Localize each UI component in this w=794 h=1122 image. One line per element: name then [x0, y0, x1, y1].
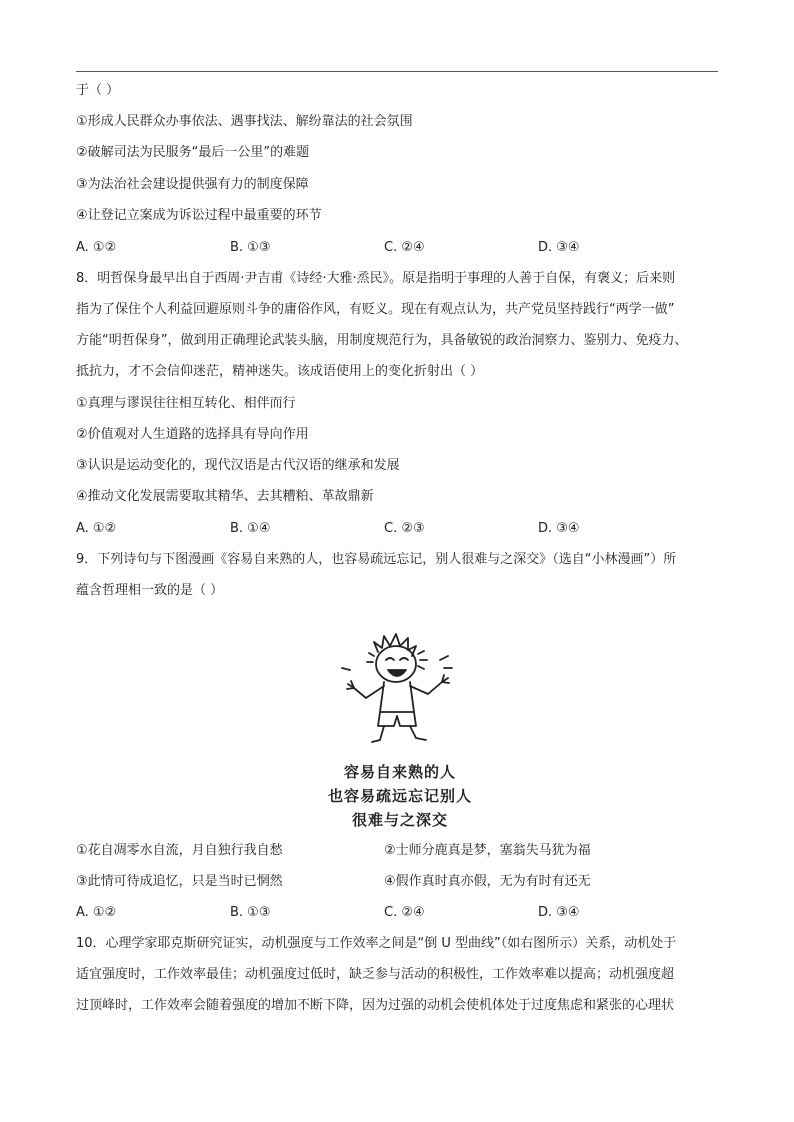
q10-stem-line-1: 10．心理学家耶克斯研究证实，动机强度与工作效率之间是“倒 U 型曲线”（如右图所示）关系，动机处于 [76, 936, 677, 951]
q9-item-3: ③此情可待成追忆，只是当时已惘然 [76, 874, 283, 889]
q10-stem-line-3: 过顶峰时，工作效率会随着强度的增加不断下降，因为过强的动机会使机体处于过度焦虑和紧张的心理状 [76, 998, 675, 1013]
q9-item-2: ②士师分鹿真是梦，塞翁失马犹为福 [384, 843, 591, 858]
q8-stem-line-2: 指为了保住个人利益回避原则斗争的庸俗作风，有贬义。现在有观点认为，共产党员坚持践行“两学一做” [76, 302, 675, 317]
q9-stem-line-2: 蕴含哲理相一致的是（ ） [76, 583, 224, 598]
q8-item-2: ②价值观对人生道路的选择具有导向作用 [76, 427, 309, 442]
q8-item-1: ①真理与谬误往往相互转化、相伴而行 [76, 396, 296, 411]
q9-option-d: D. ③④ [538, 905, 580, 920]
q7-option-a: A. ①② [76, 240, 117, 255]
q7-option-b: B. ①③ [230, 240, 271, 255]
q7-stem-end: 于（ ） [76, 83, 120, 98]
q9-item-4: ④假作真时真亦假，无为有时有还无 [384, 874, 591, 889]
q8-option-d: D. ③④ [538, 521, 580, 536]
q10-stem-line-2: 适宜强度时，工作效率最佳；动机强度过低时，缺乏参与活动的积极性，工作效率难以提高；动机强度超 [76, 967, 675, 982]
q9-option-b: B. ①③ [230, 905, 271, 920]
q7-item-2: ②破解司法为民服务“最后一公里”的难题 [76, 145, 310, 160]
q7-item-4: ④让登记立案成为诉讼过程中最重要的环节 [76, 208, 322, 223]
q8-stem-line-1: 8．明哲保身最早出自于西周·尹吉甫《诗经·大雅·烝民》。原是指明于事理的人善于自保，有褒义；后来则 [76, 271, 676, 286]
q8-option-a: A. ①② [76, 521, 117, 536]
cartoon-laughing-boy [330, 630, 470, 750]
q9-stem-line-1: 9．下列诗句与下图漫画《容易自来熟的人，也容易疏远忘记，别人很难与之深交》（选自“小林漫画”）所 [76, 552, 677, 567]
q7-option-c: C. ②④ [384, 240, 425, 255]
q9-option-c: C. ②④ [384, 905, 425, 920]
q8-item-4: ④推动文化发展需要取其精华、去其糟粕、革故鼎新 [76, 489, 374, 504]
q9-item-1: ①花自凋零水自流，月自独行我自愁 [76, 843, 283, 858]
q8-option-b: B. ①④ [230, 521, 271, 536]
q9-option-a: A. ①② [76, 905, 117, 920]
q7-option-d: D. ③④ [538, 240, 580, 255]
cartoon-caption-line-3: 很难与之深交 [351, 811, 448, 829]
cartoon-caption-line-1: 容易自来熟的人 [343, 763, 456, 781]
q8-stem-line-4: 抵抗力，才不会信仰迷茫，精神迷失。该成语使用上的变化折射出（ ） [76, 364, 484, 379]
cartoon-caption-line-2: 也容易疏远忘记别人 [327, 787, 472, 805]
q7-item-1: ①形成人民群众办事依法、遇事找法、解纷靠法的社会氛围 [76, 114, 413, 129]
q8-item-3: ③认识是运动变化的，现代汉语是古代汉语的继承和发展 [76, 458, 400, 473]
header-rule [76, 71, 718, 72]
q7-item-3: ③为法治社会建设提供强有力的制度保障 [76, 177, 309, 192]
q8-stem-line-3: 方能“明哲保身”，做到用正确理论武装头脑，用制度规范行为，具备敏锐的政治洞察力、鉴别力、免疫力、 [76, 333, 688, 348]
q8-option-c: C. ②③ [384, 521, 425, 536]
